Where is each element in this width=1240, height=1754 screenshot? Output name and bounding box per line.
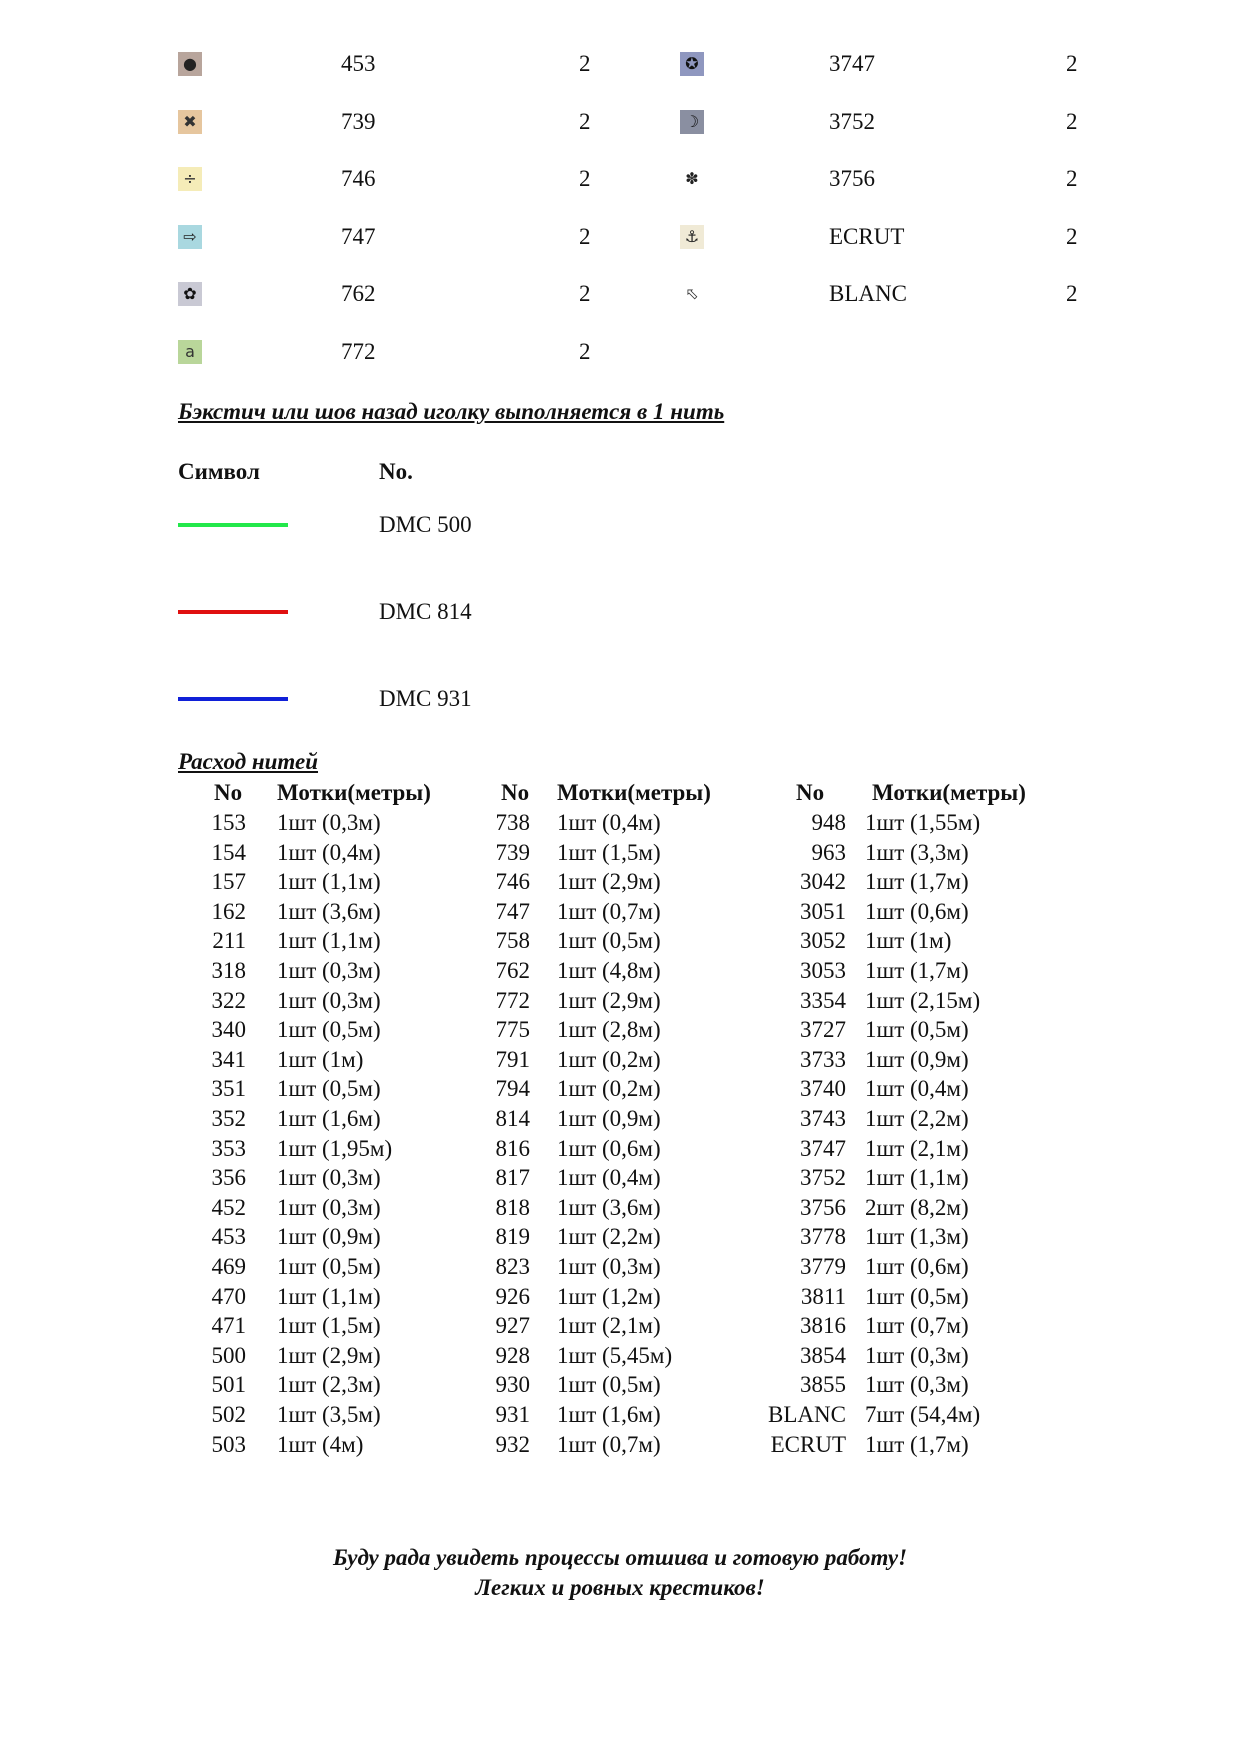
symbol-code: 739 — [341, 108, 376, 134]
usage-skeins-value: 1шт (2,8м) — [557, 1017, 661, 1043]
usage-thread-number: 816 — [495, 1135, 530, 1161]
usage-thread-number: 930 — [495, 1372, 530, 1398]
usage-skeins-value: 1шт (2,9м) — [557, 869, 661, 895]
usage-thread-number: 963 — [811, 839, 846, 865]
usage-skeins-value: 1шт (0,3м) — [557, 1254, 661, 1279]
usage-skeins-value: 1шт (5,45м) — [557, 1342, 673, 1368]
backstitch-line-swatch — [178, 610, 288, 614]
usage-skeins-value: 1шт (2,2м) — [557, 1224, 661, 1250]
usage-skeins-value: 1шт (0,5м) — [865, 1017, 969, 1043]
usage-skeins-value: 1шт (1,5м) — [557, 839, 661, 865]
usage-thread-number: 453 — [211, 1224, 246, 1250]
usage-thread-number: 3727 — [800, 1017, 846, 1043]
usage-skeins-value: 1шт (0,9м) — [557, 1106, 661, 1131]
usage-skeins-value: 1шт (0,3м) — [865, 1372, 969, 1398]
symbol-qty: 2 — [1066, 51, 1078, 76]
backstitch-line-label: DMC 931 — [379, 686, 472, 711]
symbol-code: 453 — [341, 51, 376, 76]
usage-skeins-value: 1шт (1,1м) — [277, 869, 381, 895]
usage-skeins-value: 1шт (0,3м) — [277, 810, 381, 835]
usage-thread-number: 470 — [211, 1283, 246, 1309]
usage-skeins-value: 1шт (0,2м) — [557, 1076, 661, 1102]
usage-thread-number: 471 — [211, 1313, 246, 1339]
usage-skeins-value: 1шт (0,5м) — [865, 1283, 969, 1309]
backstitch-header-symbol: Символ — [178, 459, 260, 484]
usage-thread-number: 772 — [495, 987, 530, 1013]
usage-thread-number: 3052 — [800, 928, 846, 954]
usage-thread-number: 928 — [495, 1342, 530, 1368]
backstitch-line-label: DMC 814 — [379, 599, 472, 624]
closing-line-2: Легких и ровных крестиков! — [475, 1575, 765, 1600]
usage-thread-number: 318 — [211, 958, 246, 983]
usage-skeins-value: 1шт (2,3м) — [277, 1372, 381, 1398]
usage-skeins-value: 1шт (0,5м) — [277, 1076, 381, 1102]
usage-skeins-value: 1шт (0,3м) — [277, 1165, 381, 1191]
usage-thread-number: 452 — [211, 1194, 246, 1220]
usage-skeins-value: 1шт (1м) — [277, 1046, 364, 1072]
usage-skeins-value: 1шт (4м) — [277, 1431, 364, 1457]
usage-thread-number: 503 — [211, 1431, 246, 1457]
usage-skeins-value: 1шт (0,7м) — [557, 1431, 661, 1457]
symbol-qty: 2 — [1066, 166, 1078, 191]
usage-thread-number: 356 — [211, 1165, 246, 1191]
usage-thread-number: 791 — [495, 1046, 530, 1072]
usage-skeins-value: 7шт (54,4м) — [865, 1402, 981, 1427]
symbol-code: ECRUT — [829, 223, 905, 249]
backstitch-line-label: DMC 500 — [379, 512, 472, 537]
usage-header-skeins: Мотки(метры) — [872, 780, 1026, 805]
usage-skeins-value: 1шт (1,1м) — [865, 1165, 969, 1191]
usage-thread-number: 3756 — [800, 1194, 846, 1220]
backstitch-line-swatch — [178, 697, 288, 701]
usage-thread-number: 3854 — [800, 1342, 846, 1368]
pointer-arrow-icon: ⬁ — [680, 282, 704, 306]
usage-thread-number: 157 — [211, 869, 246, 895]
symbol-code: 3756 — [829, 166, 875, 191]
usage-thread-number: 762 — [495, 958, 530, 983]
usage-skeins-value: 1шт (0,6м) — [865, 898, 969, 924]
usage-thread-number: 738 — [495, 810, 530, 835]
usage-thread-number: 3778 — [800, 1224, 846, 1250]
usage-skeins-value: 1шт (0,5м) — [277, 1017, 381, 1043]
usage-thread-number: 746 — [495, 869, 530, 895]
backstitch-line-swatch — [178, 523, 288, 527]
fan-icon: ✖ — [178, 110, 202, 134]
usage-skeins-value: 1шт (0,6м) — [865, 1254, 969, 1279]
usage-skeins-value: 1шт (1м) — [865, 928, 952, 954]
usage-thread-number: 3354 — [800, 987, 846, 1013]
symbol-code: 3752 — [829, 108, 875, 134]
usage-thread-number: 927 — [495, 1313, 530, 1339]
usage-thread-number: 469 — [211, 1254, 246, 1279]
usage-thread-number: 3051 — [800, 898, 846, 924]
symbol-qty: 2 — [579, 281, 591, 306]
usage-title: Расход нитей — [178, 749, 319, 774]
usage-skeins-value: 1шт (3,3м) — [865, 839, 969, 865]
usage-skeins-value: 1шт (0,6м) — [557, 1135, 661, 1161]
usage-skeins-value: 1шт (2,9м) — [277, 1342, 381, 1368]
usage-thread-number: 322 — [211, 987, 246, 1013]
usage-header-no: No — [501, 780, 530, 805]
usage-skeins-value: 1шт (0,4м) — [865, 1076, 969, 1102]
snowflake-icon: ✽ — [680, 167, 704, 191]
usage-skeins-value: 1шт (2,15м) — [865, 987, 981, 1013]
usage-skeins-value: 1шт (3,6м) — [557, 1194, 661, 1220]
usage-skeins-value: 1шт (2,2м) — [865, 1106, 969, 1131]
symbol-qty: 2 — [579, 338, 591, 364]
usage-skeins-value: 1шт (3,5м) — [277, 1402, 381, 1427]
usage-thread-number: 353 — [211, 1135, 246, 1161]
usage-skeins-value: 1шт (4,8м) — [557, 958, 661, 983]
usage-skeins-value: 1шт (1,6м) — [277, 1106, 381, 1131]
usage-skeins-value: 1шт (1,7м) — [865, 1431, 969, 1457]
usage-thread-number: 3053 — [800, 958, 846, 983]
usage-skeins-value: 1шт (1,2м) — [557, 1283, 661, 1309]
moon-icon: ☽ — [680, 110, 704, 134]
usage-skeins-value: 1шт (1,6м) — [557, 1402, 661, 1427]
usage-thread-number: 739 — [495, 839, 530, 865]
usage-skeins-value: 1шт (0,3м) — [865, 1342, 969, 1368]
symbol-code: 762 — [341, 281, 376, 306]
usage-thread-number: 794 — [495, 1076, 530, 1102]
symbol-qty: 2 — [579, 51, 591, 76]
usage-thread-number: 3042 — [800, 869, 846, 895]
usage-thread-number: 351 — [211, 1076, 246, 1102]
usage-skeins-value: 1шт (0,3м) — [277, 987, 381, 1013]
usage-header-no: No — [214, 780, 243, 805]
usage-skeins-value: 1шт (1,3м) — [865, 1224, 969, 1250]
usage-skeins-value: 1шт (2,1м) — [865, 1135, 969, 1161]
letter-a-icon: a — [178, 340, 202, 364]
usage-thread-number: 341 — [211, 1046, 246, 1072]
usage-skeins-value: 1шт (0,9м) — [277, 1224, 381, 1250]
usage-thread-number: 823 — [495, 1254, 530, 1279]
usage-skeins-value: 1шт (0,5м) — [277, 1254, 381, 1279]
usage-thread-number: 3743 — [800, 1106, 846, 1131]
usage-skeins-value: 1шт (1,55м) — [865, 810, 981, 835]
usage-skeins-value: 1шт (0,4м) — [557, 810, 661, 835]
usage-thread-number: 154 — [211, 839, 246, 865]
usage-thread-number: 818 — [495, 1194, 530, 1220]
symbol-code: 747 — [341, 223, 376, 249]
backstitch-title: Бэкстич или шов назад иголку выполняется в 1 нить — [178, 399, 725, 424]
ring-icon: ● — [178, 52, 202, 76]
usage-skeins-value: 1шт (1,7м) — [865, 869, 969, 895]
usage-skeins-value: 1шт (1,7м) — [865, 958, 969, 983]
usage-skeins-value: 1шт (1,1м) — [277, 928, 381, 954]
usage-skeins-value: 1шт (2,9м) — [557, 987, 661, 1013]
usage-thread-number: 3816 — [800, 1313, 846, 1339]
usage-skeins-value: 1шт (0,7м) — [865, 1313, 969, 1339]
usage-thread-number: 948 — [811, 810, 846, 835]
usage-thread-number: 3740 — [800, 1076, 846, 1102]
usage-skeins-value: 1шт (0,4м) — [557, 1165, 661, 1191]
usage-thread-number: 926 — [495, 1283, 530, 1309]
symbol-code: BLANC — [829, 281, 907, 306]
usage-thread-number: 352 — [211, 1106, 246, 1131]
usage-skeins-value: 1шт (2,1м) — [557, 1313, 661, 1339]
usage-thread-number: 3752 — [800, 1165, 846, 1191]
usage-header-no: No — [796, 780, 825, 805]
usage-thread-number: 153 — [211, 810, 246, 835]
usage-thread-number: 3855 — [800, 1372, 846, 1398]
usage-thread-number: 814 — [495, 1106, 530, 1131]
backstitch-header-no: No. — [379, 459, 413, 484]
symbol-qty: 2 — [579, 108, 591, 134]
usage-thread-number: 501 — [211, 1372, 246, 1398]
symbol-qty: 2 — [579, 223, 591, 249]
usage-thread-number: 758 — [495, 928, 530, 954]
usage-skeins-value: 1шт (3,6м) — [277, 898, 381, 924]
usage-thread-number: 932 — [495, 1431, 530, 1457]
divide-icon: ÷ — [178, 167, 202, 191]
symbol-qty: 2 — [579, 166, 591, 191]
usage-skeins-value: 1шт (1,1м) — [277, 1283, 381, 1309]
usage-skeins-value: 1шт (0,7м) — [557, 898, 661, 924]
symbol-qty: 2 — [1066, 108, 1078, 134]
symbol-code: 772 — [341, 338, 376, 364]
arrow-right-icon: ⇨ — [178, 225, 202, 249]
usage-thread-number: 747 — [495, 898, 530, 924]
closing-line-1: Буду рада увидеть процессы отшива и готовую работу! — [332, 1545, 908, 1570]
usage-skeins-value: 1шт (1,95м) — [277, 1135, 393, 1161]
usage-skeins-value: 1шт (0,2м) — [557, 1046, 661, 1072]
usage-header-skeins: Мотки(метры) — [557, 780, 711, 805]
usage-skeins-value: 1шт (1,5м) — [277, 1313, 381, 1339]
symbol-code: 746 — [341, 166, 376, 191]
usage-thread-number: 3811 — [800, 1283, 846, 1309]
usage-header-skeins: Мотки(метры) — [277, 780, 431, 805]
symbol-code: 3747 — [829, 51, 875, 76]
symbol-qty: 2 — [1066, 281, 1078, 306]
usage-thread-number: 162 — [211, 898, 246, 924]
flower-icon: ✿ — [178, 282, 202, 306]
usage-skeins-value: 1шт (0,9м) — [865, 1046, 969, 1072]
usage-thread-number: BLANC — [768, 1402, 846, 1427]
usage-thread-number: ECRUT — [770, 1431, 846, 1457]
usage-thread-number: 931 — [495, 1402, 530, 1427]
usage-thread-number: 500 — [211, 1342, 246, 1368]
usage-thread-number: 3747 — [800, 1135, 846, 1161]
symbol-qty: 2 — [1066, 223, 1078, 249]
usage-skeins-value: 2шт (8,2м) — [865, 1194, 969, 1220]
usage-skeins-value: 1шт (0,5м) — [557, 928, 661, 954]
anchor-icon: ⚓ — [680, 225, 704, 249]
usage-skeins-value: 1шт (0,3м) — [277, 1194, 381, 1220]
usage-thread-number: 775 — [495, 1017, 530, 1043]
usage-thread-number: 3779 — [800, 1254, 846, 1279]
usage-thread-number: 340 — [211, 1017, 246, 1043]
usage-thread-number: 819 — [495, 1224, 530, 1250]
usage-thread-number: 3733 — [800, 1046, 846, 1072]
usage-skeins-value: 1шт (0,3м) — [277, 958, 381, 983]
usage-skeins-value: 1шт (0,5м) — [557, 1372, 661, 1398]
usage-thread-number: 211 — [212, 928, 246, 954]
star-circle-icon: ✪ — [680, 52, 704, 76]
usage-skeins-value: 1шт (0,4м) — [277, 839, 381, 865]
usage-thread-number: 817 — [495, 1165, 530, 1191]
usage-thread-number: 502 — [211, 1402, 246, 1427]
